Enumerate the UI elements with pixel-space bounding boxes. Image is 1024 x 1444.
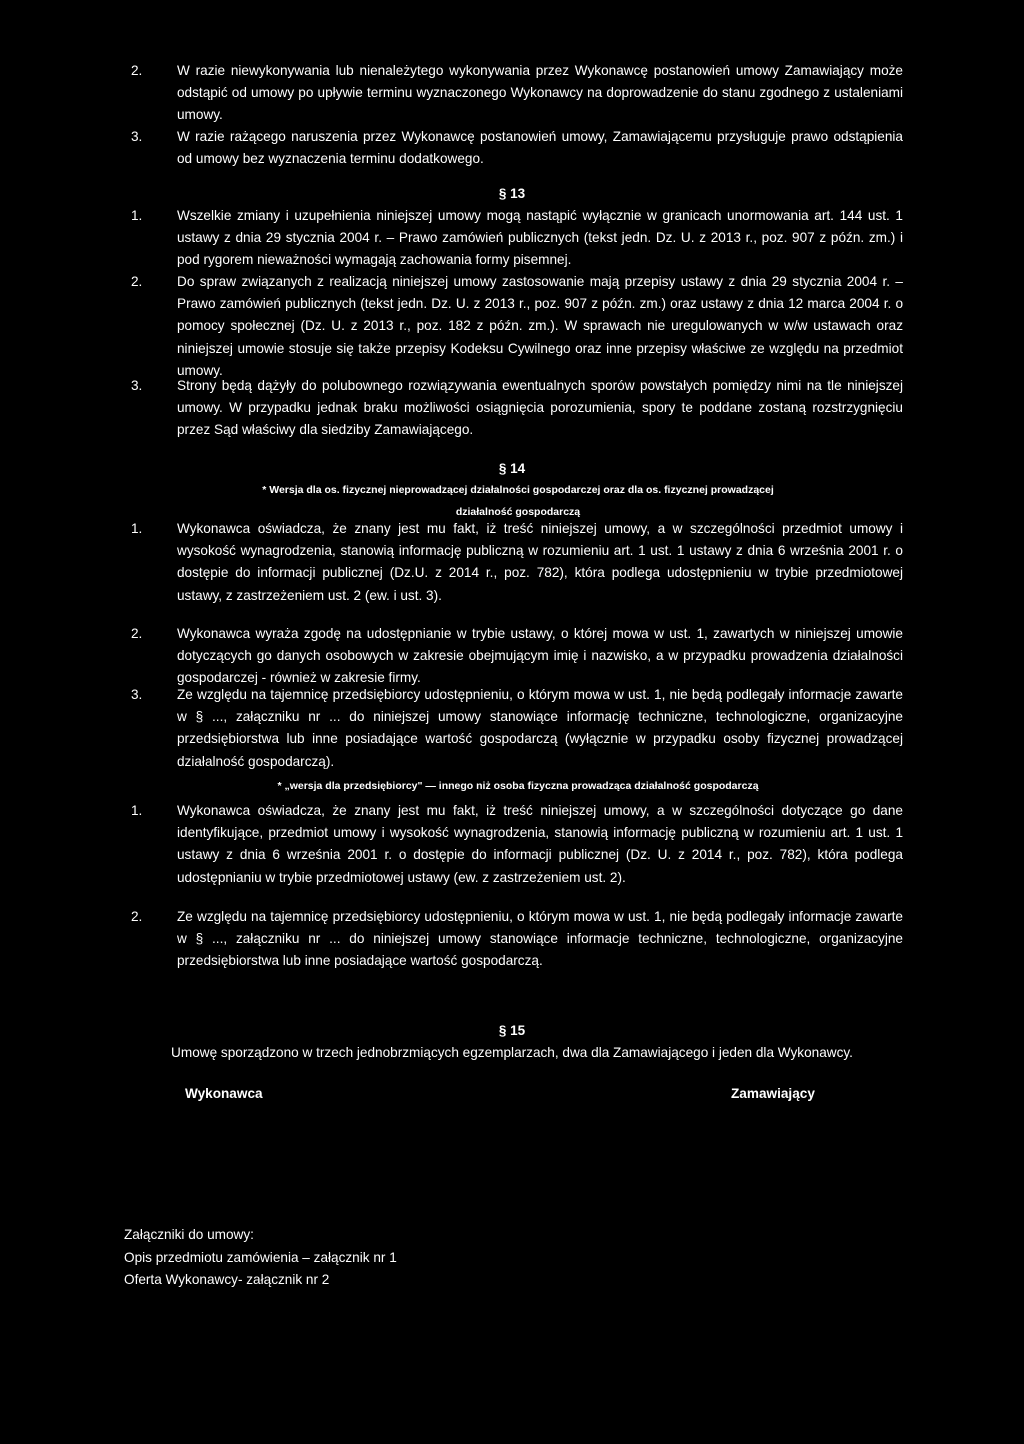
section-13-heading: § 13 xyxy=(498,186,526,201)
s14b-item-1: 1. Wykonawca oświadcza, że znany jest mu fakt, iż treść niniejszej umowy, a w szczególności dotyczące go dane identyfikujące, przedmiot umowy i wysokość wynagrodzenia, stanowią informację publiczną w rozumieniu art. 1 ust. 1 ustawy z dnia 6 września 2001 r. o dostępie do informacji publicznej (Dz. U. z 2014 r., poz. 782), która podlega udostępnianiu w trybie przedmiotowej ustawy (ew. z zastrzeżeniem ust. 2). xyxy=(131,803,903,885)
s13-item-1: 1. Wszelkie zmiany i uzupełnienia niniejszej umowy mogą nastąpić wyłącznie w granicach unormowania art. 144 ust. 1 ustawy z dnia 29 stycznia 2004 r. – Prawo zamówień publicznych (tekst jedn. Dz. U. z 2013 r., poz. 907 z późn. zm.) i pod rygorem nieważności wymagają zachowania formy pisemnej. xyxy=(131,208,903,268)
s14a-item-1: 1. Wykonawca oświadcza, że znany jest mu fakt, iż treść niniejszej umowy, a w szczególności przedmiot umowy i wysokość wynagrodzenia, stanowią informację publiczną w rozumieniu art. 1 ust. 1 ustawy z dnia 6 września 2001 r. o dostępie do informacji publicznej (Dz.U. z 2014 r., poz. 782), która podlega udostępnieniu w trybie przedmiotowej ustawy, z zastrzeżeniem ust. 2 (ew. i ust. 3). xyxy=(131,521,903,603)
section-14-heading: § 14 xyxy=(498,461,526,476)
paragraph-3: 3. W razie rażącego naruszenia przez Wykonawcę postanowień umowy, Zamawiającemu przysługuje prawo odstąpienia od umowy bez wyznaczenia terminu dodatkowego. xyxy=(131,129,903,167)
version-note-individual: * Wersja dla os. fizycznej nieprowadzącej działalności gospodarczej oraz dla os. fizycznej prowadzącej działalność gospodarczą xyxy=(262,484,774,518)
s14a-item-2: 2. Wykonawca wyraża zgodę na udostępnianie w trybie ustawy, o której mowa w ust. 1, zawartych w niniejszej umowie dotyczących go danych osobowych w zakresie obejmującym imię i nazwisko, a w przypadku prowadzenia działalności gospodarczej - również w zakresie firmy. xyxy=(131,626,903,686)
attachment-item: Oferta Wykonawcy- załącznik nr 2 xyxy=(124,1272,330,1287)
attachment-item: Opis przedmiotu zamówienia – załącznik nr 1 xyxy=(124,1250,397,1265)
version-note-entrepreneur: * „wersja dla przedsiębiorcy" — innego niż osoba fizyczna prowadząca działalność gospodarczą xyxy=(277,780,759,792)
attachments-title: Załączniki do umowy: xyxy=(124,1227,254,1242)
s13-item-3: 3. Strony będą dążyły do polubownego rozwiązywania ewentualnych sporów powstałych pomiędzy nimi na tle niniejszej umowy. W przypadku jednak braku możliwości osiągnięcia porozumienia, spory te poddane zostaną rozstrzygnięciu przez Sąd właściwy dla siedziby Zamawiającego. xyxy=(131,378,903,438)
signature-ordering-party: Zamawiający xyxy=(731,1086,815,1101)
paragraph-2: 2. W razie niewykonywania lub nienależytego wykonywania przez Wykonawcę postanowień umowy Zamawiający może odstąpić od umowy po upływie terminu wyznaczonego Wykonawcy na doprowadzenie do stanu zgodnego z ustaleniami umowy. xyxy=(131,63,903,123)
signature-contractor: Wykonawca xyxy=(185,1086,263,1101)
s14a-item-3: 3. Ze względu na tajemnicę przedsiębiorcy udostępnieniu, o którym mowa w ust. 1, nie będą podlegały informacje zawarte w § ..., załączniku nr ... do niniejszej umowy stanowiące informację techniczne, technologiczne, organizacyjne przedsiębiorstwa lub inne posiadające wartość gospodarczą (wyłącznie w przypadku osoby fizycznej prowadzącej działalność gospodarczą). xyxy=(131,687,903,769)
copies-statement: Umowę sporządzono w trzech jednobrzmiących egzemplarzach, dwa dla Zamawiającego i jeden dla Wykonawcy. xyxy=(171,1045,853,1060)
section-15-heading: § 15 xyxy=(498,1023,526,1038)
s14b-item-2: 2. Ze względu na tajemnicę przedsiębiorcy udostępnieniu, o którym mowa w ust. 1, nie będą podlegały informacje zawarte w § ..., załączniku nr ... do niniejszej umowy stanowiące informacje techniczne, technologiczne, organizacyjne przedsiębiorstwa lub inne posiadające wartość gospodarczą. xyxy=(131,909,903,969)
s13-item-2: 2. Do spraw związanych z realizacją niniejszej umowy zastosowanie mają przepisy ustawy z dnia 29 stycznia 2004 r. – Prawo zamówień publicznych (tekst jedn. Dz. U. z 2013 r., poz. 907 z późn. zm.) oraz ustawy z dnia 12 marca 2004 r. o pomocy społecznej (Dz. U. z 2013 r., poz. 182 z późn. zm.). W sprawach nie uregulowanych w w/w ustawach oraz niniejszej umowie stosuje się także przepisy Kodeksu Cywilnego oraz inne przepisy właściwe ze względu na przedmiot umowy. xyxy=(131,274,903,378)
